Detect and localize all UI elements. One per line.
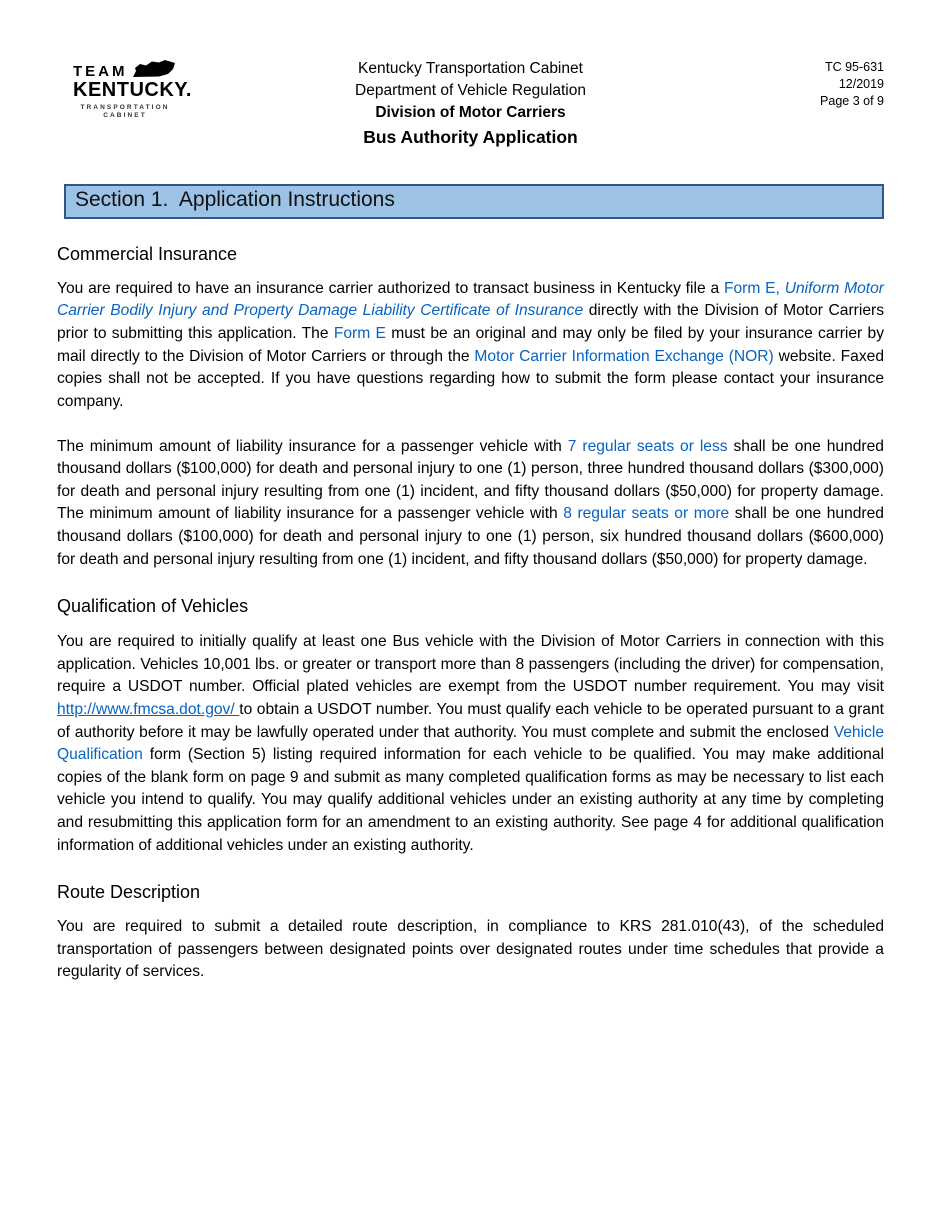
section-title: Section 1. Application Instructions	[75, 187, 395, 211]
revision-date: 12/2019	[838, 76, 884, 91]
heading-commercial-insurance: Commercial Insurance	[57, 243, 238, 264]
text-run: directly with the Division of Motor Carriers prior to submitting this application. The	[57, 302, 884, 343]
paragraph-insurance-minimums	[57, 436, 884, 572]
hyperlink[interactable]: Uniform Motor Carrier Bodily Injury and Property Damage Liability Certificate of Insurance	[57, 279, 885, 320]
hyperlink[interactable]: Vehicle Qualification	[57, 723, 884, 764]
hyperlink[interactable]: 7 regular seats or less	[567, 437, 728, 455]
section-qualification-of-vehicles	[57, 596, 884, 857]
hyperlink[interactable]: http://www.fmcsa.dot.gov/	[57, 700, 240, 718]
document-body	[57, 244, 884, 984]
department-line: Department of Vehicle Regulation	[355, 82, 586, 99]
hyperlink[interactable]: Motor Carrier Information Exchange (NOR)	[474, 347, 774, 365]
logo-team-text: TEAM	[73, 63, 128, 80]
logo-subtitle: TRANSPORTATION CABINET	[80, 104, 170, 120]
section-title-bar	[64, 184, 884, 219]
heading-route-description: Route Description	[57, 882, 201, 903]
kentucky-state-icon	[132, 60, 176, 78]
text-run: The minimum amount of liability insurance for a passenger vehicle with	[57, 437, 568, 455]
hyperlink[interactable]: Form E,	[723, 279, 780, 297]
section-route-description	[57, 882, 884, 984]
text-run: You are required to initially qualify at least one Bus vehicle with the Division of Motor Carriers in connection with this application. Vehicles 10,001 lbs. or greater or transport more than 8 passengers (including the driver) for compensation, require a USDOT number. Official plated vehicles are exempt from the USDOT number requirement. You may visit	[57, 633, 884, 696]
heading-qualification-of-vehicles: Qualification of Vehicles	[57, 596, 249, 617]
text-run: website. Faxed copies shall not be accepted. If you have questions regarding how to submit the form please contact your insurance company.	[57, 347, 884, 410]
logo-kentucky-text: KENTUCKY.	[73, 79, 192, 101]
logo-top-row	[73, 60, 355, 79]
text-run: shall be one hundred thousand dollars ($100,000) for death and personal injury to one (1) person, six hundred thousand dollars ($600,000) for death and personal injury resulting from one (1) incident, and fifty thousand dollars ($50,000) for property damage.	[57, 505, 884, 568]
text-run: must be an original and may only be filed by your insurance carrier by mail directly to the Division of Motor Carriers or through the	[57, 325, 884, 365]
text-run: shall be one hundred thousand dollars ($100,000) for death and personal injury to one (1) person, three hundred thousand dollars ($300,000) for death and personal injury resulting from one (1) incident, and fifty thousand dollars ($50,000) for property damage. The minimum amount of liability insurance for a passenger vehicle with	[57, 437, 884, 523]
hyperlink[interactable]: 8 regular seats or more	[563, 505, 730, 523]
text-run: You are required to submit a detailed route description, in compliance to KRS 281.010(43), of the scheduled transportation of passengers between designated points over designated routes under time schedules that provide a regularity of services.	[57, 918, 884, 981]
org-name-line: Kentucky Transportation Cabinet	[358, 60, 583, 77]
team-kentucky-logo	[57, 56, 355, 121]
paragraph-route-description	[57, 916, 884, 984]
text-run: to obtain a USDOT number. You must qualify each vehicle to be operated pursuant to a grant of authority before it may be lawfully operated under that authority. You must complete and submit the enclosed	[57, 700, 884, 741]
section-commercial-insurance	[57, 244, 884, 571]
header-center-block	[355, 56, 586, 150]
form-title: Bus Authority Application	[363, 127, 578, 147]
form-number: TC 95-631	[824, 60, 884, 74]
document-header	[57, 56, 884, 150]
header-right-block	[586, 56, 884, 110]
paragraph-insurance-filing	[57, 278, 884, 414]
text-run: form (Section 5) listing required information for each vehicle to be qualified. You may make additional copies of the blank form on page 9 and submit as many completed qualification forms as may be necessary to list each vehicle you intend to qualify. You may qualify additional vehicles under an existing authority at any time by completing and resubmitting this application form for an amendment to an existing authority. See page 4 for additional qualification information of additional vehicles under an existing authority.	[57, 746, 884, 854]
paragraph-vehicle-qualification	[57, 631, 884, 857]
hyperlink[interactable]: Form E	[333, 325, 386, 343]
text-run: You are required to have an insurance carrier authorized to transact business in Kentucky file a	[57, 279, 724, 297]
division-line: Division of Motor Carriers	[375, 104, 566, 121]
page-number: Page 3 of 9	[820, 93, 884, 108]
